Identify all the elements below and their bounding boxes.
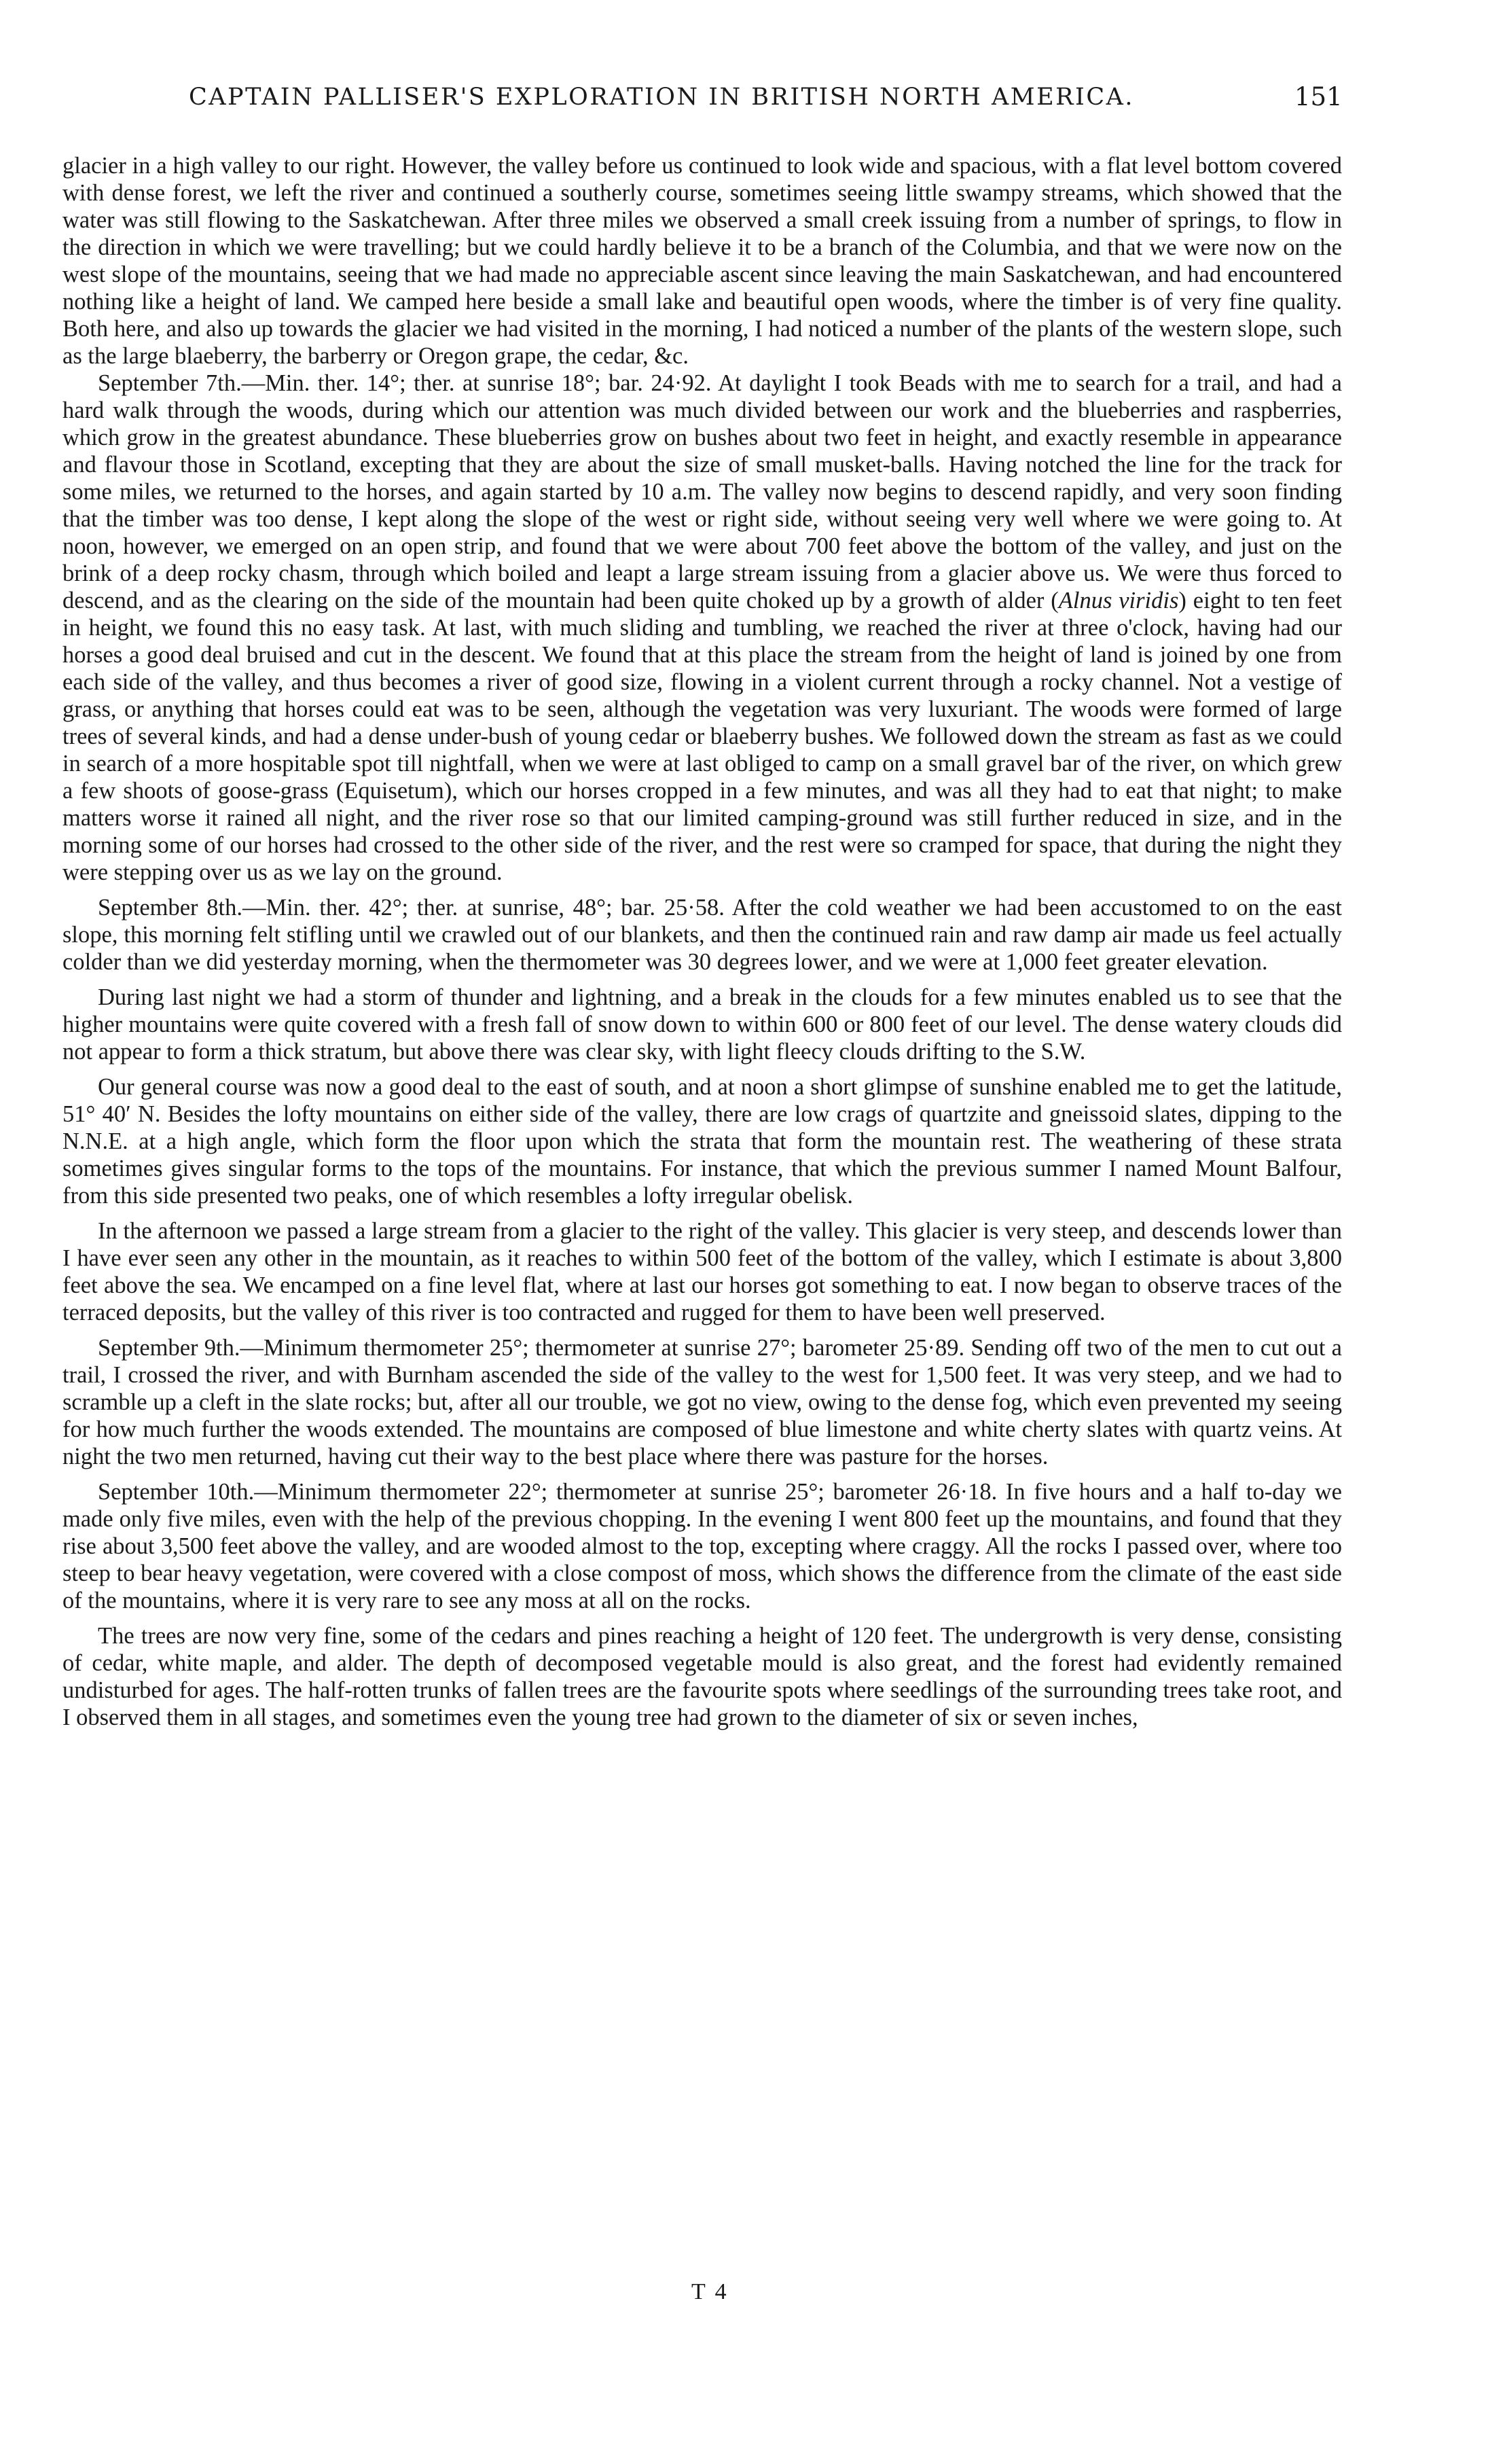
paragraph-september-8: September 8th.—Min. ther. 42°; ther. at sunrise, 48°; bar. 25·58. After the cold weather we had been accustomed to on the east slope, this morning felt stifling until we crawled out of our blankets, and then the continued rain and raw damp air made us feel actually colder than we did yesterday morning, when the thermometer was 30 degrees lower, and we were at 1,000 feet greater elevation. <box>62 895 1342 975</box>
body-text <box>62 152 1342 1731</box>
paragraph-afternoon-glacier: In the afternoon we passed a large stream from a glacier to the right of the valley. This glacier is very steep, and descends lower than I have ever seen any other in the mountain, as it reaches to within 500 feet of the bottom of the valley, which I estimate is about 3,800 feet above the sea. We encamped on a fine level flat, where at last our horses got something to eat. I now began to observe traces of the terraced deposits, but the valley of this river is too contracted and rugged for them to have been well preserved. <box>62 1218 1342 1325</box>
species-name: Alnus viridis <box>1058 588 1179 613</box>
paragraph-september-9: September 9th.—Minimum thermometer 25°; thermometer at sunrise 27°; barometer 25·89. Sending off two of the men to cut out a trail, I crossed the river, and with Burnham ascended the side of the valley to the west for 1,500 feet. It was very steep, and we had to scramble up a cleft in the slate rocks; but, after all our trouble, we got no view, owing to the dense fog, which even prevented my seeing for how much further the woods extended. The mountains are composed of blue limestone and white cherty slates with quartz veins. At night the two men returned, having cut their way to the best place where there was pasture for the horses. <box>62 1335 1342 1469</box>
running-title: CAPTAIN PALLISER'S EXPLORATION IN BRITISH NORTH AMERICA. <box>189 84 1135 111</box>
paragraph-general-course: Our general course was now a good deal to the east of south, and at noon a short glimpse of sunshine enabled me to get the latitude, 51° 40′ N. Besides the lofty mountains on either side of the valley, there are low crags of quartzite and gneissoid slates, dipping to the N.N.E. at a high angle, which form the floor upon which the strata that form the mountain rest. The weathering of these strata sometimes gives singular forms to the tops of the mountains. For instance, that which the previous summer I named Mount Balfour, from this side presented two peaks, one of which resembles a lofty irregular obelisk. <box>62 1074 1342 1209</box>
paragraph-september-7 <box>62 370 1342 886</box>
running-header <box>0 80 1488 121</box>
paragraph-september-10: September 10th.—Minimum thermometer 22°; thermometer at sunrise 25°; barometer 26·18. In five hours and a half to-day we made only five miles, even with the help of the previous chopping. In the evening I went 800 feet up the mountains, and found that they rise about 3,500 feet above the valley, and are wooded almost to the top, excepting where craggy. All the rocks I passed over, where too steep to bear heavy vegetation, were covered with a close compost of moss, which shows the difference from the climate of the east side of the mountains, where it is very rare to see any moss at all on the rocks. <box>62 1479 1342 1613</box>
paragraph-text: ) eight to ten feet in height, we found this no easy task. At last, with much sliding and tumbling, we reached the river at three o'clock, having had our horses a good deal bruised and cut in the descent. We found that at this place the stream from the height of land is joined by one from each side of the valley, and thus becomes a river of good size, flowing in a violent current through a rocky channel. Not a vestige of grass, or anything that horses could eat was to be seen, although the vegetation was very luxuriant. The woods were formed of large trees of several kinds, and had a dense under-bush of young cedar or blaeberry bushes. We followed down the stream as fast as we could in search of a more hospitable spot till nightfall, when we were at last obliged to camp on a small gravel bar of the river, on which grew a few shoots of goose-grass (Equisetum), which our horses cropped in a few minutes, and was all they had to eat that night; to make matters worse it rained all night, and the river rose so that our limited camping-ground was still further reduced in size, and in the morning some of our horses had crossed to the other side of the river, and the rest were so cramped for space, that during the night they were stepping over us as we lay on the ground. <box>62 588 1342 885</box>
paragraph-continuation: glacier in a high valley to our right. However, the valley before us continued to look wide and spacious, with a flat level bottom covered with dense forest, we left the river and continued a southerly course, sometimes seeing little swampy streams, which showed that the water was still flowing to the Saskatchewan. After three miles we observed a small creek issuing from a number of springs, to flow in the direction in which we were travelling; but we could hardly believe it to be a branch of the Columbia, and that we were now on the west slope of the mountains, seeing that we had made no appreciable ascent since leaving the main Saskatchewan, and had encountered nothing like a height of land. We camped here beside a small lake and beautiful open woods, where the timber is of very fine quality. Both here, and also up towards the glacier we had visited in the morning, I had noticed a number of the plants of the western slope, such as the large blaeberry, the barberry or Oregon grape, the cedar, &c. <box>62 153 1342 369</box>
signature-mark: T 4 <box>691 2279 729 2304</box>
paragraph-storm: During last night we had a storm of thunder and lightning, and a break in the clouds for a few minutes enabled us to see that the higher mountains were quite covered with a fresh fall of snow down to within 600 or 800 feet of our level. The dense watery clouds did not appear to form a thick stratum, but above there was clear sky, with light fleecy clouds drifting to the S.W. <box>62 984 1342 1065</box>
paragraph-text: September 7th.—Min. ther. 14°; ther. at sunrise 18°; bar. 24·92. At daylight I took Beads with me to search for a trail, and had a hard walk through the woods, during which our attention was much divided between our work and the blueberries and raspberries, which grow in the greatest abundance. These blueberries grow on bushes about two feet in height, and exactly resemble in appearance and flavour those in Scotland, excepting that they are about the size of small musket-balls. Having notched the line for the track for some miles, we returned to the horses, and again started by 10 a.m. The valley now begins to descend rapidly, and very soon finding that the timber was too dense, I kept along the slope of the west or right side, without seeing very well where we were going to. At noon, however, we emerged on an open strip, and found that we were about 700 feet above the bottom of the valley, and just on the brink of a deep rocky chasm, through which boiled and leapt a large stream issuing from a glacier above us. We were thus forced to descend, and as the clearing on the side of the mountain had been quite choked up by a growth of alder ( <box>62 370 1342 613</box>
paragraph-trees: The trees are now very fine, some of the cedars and pines reaching a height of 120 feet. The undergrowth is very dense, consisting of cedar, white maple, and alder. The depth of decomposed vegetable mould is also great, and the forest had evidently remained undisturbed for ages. The half-rotten trunks of fallen trees are the favourite spots where seedlings of the surrounding trees take root, and I observed them in all stages, and sometimes even the young tree had grown to the diameter of six or seven inches, <box>62 1623 1342 1730</box>
page-number: 151 <box>1294 82 1343 111</box>
